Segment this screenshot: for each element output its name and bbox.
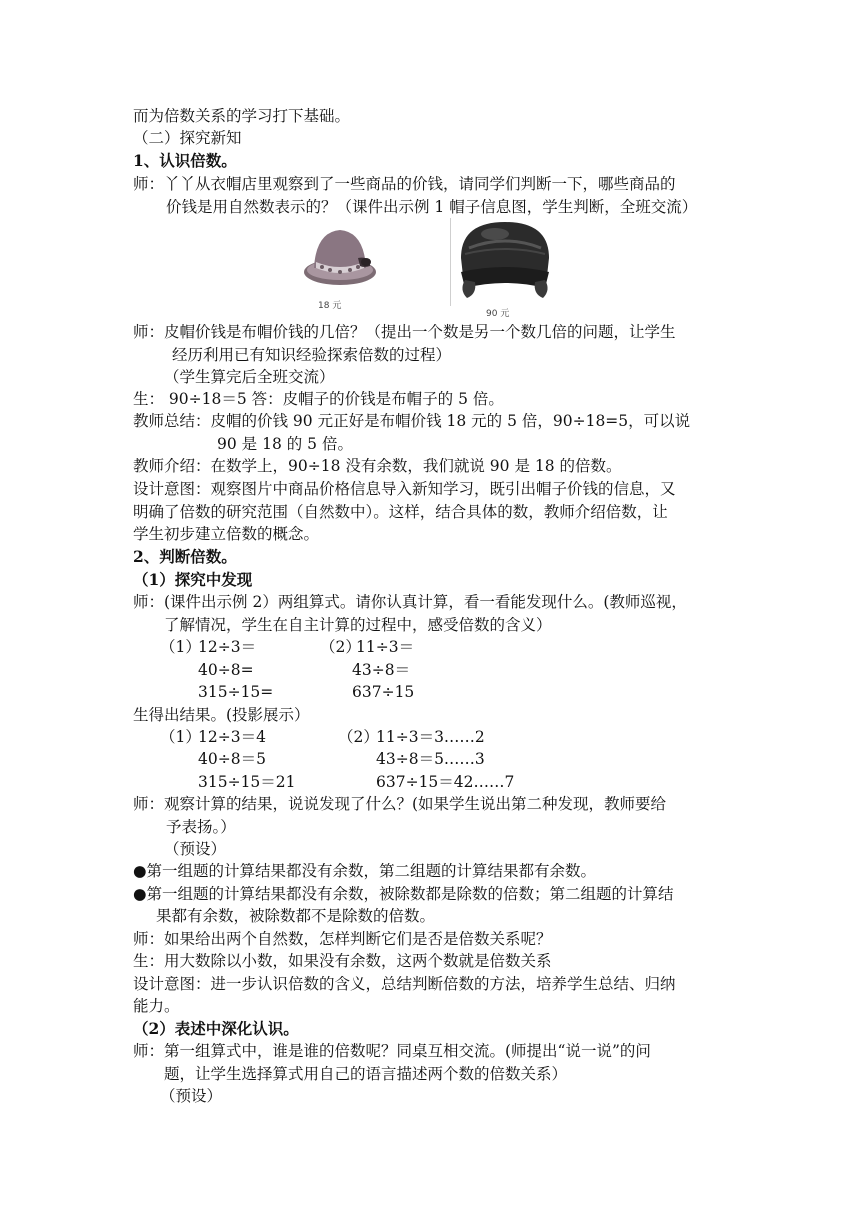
text-line: 设计意图：观察图片中商品价格信息导入新知学习，既引出帽子价钱的信息，又 xyxy=(133,480,676,498)
text-line: （预设） xyxy=(164,840,227,858)
heading-recognize-multiples: 1、认识倍数。 xyxy=(133,151,237,170)
section-heading: （二）探究新知 xyxy=(133,129,242,147)
bullet-item: ●第一组题的计算结果都没有余数，第二组题的计算结果都有余数。 xyxy=(133,862,597,880)
group1-label: （1） xyxy=(160,728,201,746)
equation: 315÷15= xyxy=(198,683,274,701)
bullet-item: ●第一组题的计算结果都没有余数，被除数都是除数的倍数；第二组题的计算结 xyxy=(133,885,674,903)
text-line: 90 是 18 的 5 倍。 xyxy=(217,435,353,453)
text-line: 师：第一组算式中，谁是谁的倍数呢？同桌互相交流。(师提出“说一说”的问 xyxy=(133,1042,651,1060)
equation: 11÷3＝ xyxy=(356,638,415,656)
text-line: （预设） xyxy=(160,1087,223,1105)
equation-result: 40÷8＝5 xyxy=(198,750,266,768)
equation: 12÷3＝ xyxy=(198,638,257,656)
text-line: 果都有余数，被除数都不是除数的倍数。 xyxy=(156,907,436,925)
text-line: 明确了倍数的研究范围（自然数中）。这样，结合具体的数，教师介绍倍数，让 xyxy=(133,503,668,521)
text-line: 师：皮帽价钱是布帽价钱的几倍？（提出一个数是另一个数几倍的问题，让学生 xyxy=(133,323,676,341)
text-line: 题，让学生选择算式用自己的语言描述两个数的倍数关系） xyxy=(164,1065,568,1083)
cloth-hat-image xyxy=(300,222,378,294)
text-line: 师：(课件出示例 2）两组算式。请你认真计算，看一看能发现什么。(教师巡视， xyxy=(133,593,687,611)
text-line: 师：观察计算的结果，说说发现了什么？(如果学生说出第二种发现，教师要给 xyxy=(133,795,667,813)
text-line: 教师介绍：在数学上，90÷18 没有余数，我们就说 90 是 18 的倍数。 xyxy=(133,457,622,475)
fur-hat-price-caption: 90 元 xyxy=(486,309,510,319)
group2-label: （2） xyxy=(338,728,379,746)
text-line: 设计意图：进一步认识倍数的含义，总结判断倍数的方法，培养学生总结、归纳 xyxy=(133,975,676,993)
text-line: 经历利用已有知识经验探索倍数的过程） xyxy=(172,346,452,364)
equation-result: 11÷3＝3……2 xyxy=(376,728,485,746)
text-line: 师：丫丫从衣帽店里观察到了一些商品的价钱，请同学们判断一下，哪些商品的 xyxy=(133,175,676,193)
subheading-explore: （1）探究中发现 xyxy=(133,570,253,589)
equation: 43÷8＝ xyxy=(352,661,411,679)
text-line: 教师总结：皮帽的价钱 90 元正好是布帽价钱 18 元的 5 倍，90÷18=5，可以说 xyxy=(133,412,691,430)
text-line: 师：如果给出两个自然数，怎样判断它们是否是倍数关系呢？ xyxy=(133,930,552,948)
equation-result: 43÷8＝5……3 xyxy=(376,750,485,768)
text-line: 而为倍数关系的学习打下基础。 xyxy=(133,107,351,125)
text-line: 学生初步建立倍数的概念。 xyxy=(133,525,320,543)
equation: 40÷8= xyxy=(198,661,254,679)
image-divider xyxy=(450,218,451,306)
text-line: 生得出结果。(投影展示） xyxy=(133,706,310,724)
text-line: 了解情况，学生在自主计算的过程中，感受倍数的含义） xyxy=(164,616,552,634)
text-line: 生： 90÷18＝5 答：皮帽子的价钱是布帽子的 5 倍。 xyxy=(133,390,504,408)
cloth-hat-price-caption: 18 元 xyxy=(318,301,342,311)
group2-label: （2） xyxy=(320,638,361,656)
subheading-deepen: （2）表述中深化认识。 xyxy=(133,1019,299,1038)
text-line: 价钱是用自然数表示的？（课件出示例 1 帽子信息图，学生判断，全班交流） xyxy=(166,198,698,216)
equation-result: 12÷3＝4 xyxy=(198,728,266,746)
equation-result: 315÷15＝21 xyxy=(198,773,296,791)
fur-hat-image xyxy=(455,218,555,302)
equation: 637÷15 xyxy=(352,683,415,701)
equation-result: 637÷15＝42……7 xyxy=(376,773,515,791)
text-line: 生：用大数除以小数，如果没有余数，这两个数就是倍数关系 xyxy=(133,952,552,970)
text-line: 能力。 xyxy=(133,997,180,1015)
heading-judge-multiples: 2、判断倍数。 xyxy=(133,547,237,566)
text-line: 予表扬。） xyxy=(166,818,236,836)
group1-label: （1） xyxy=(160,638,201,656)
text-line: （学生算完后全班交流） xyxy=(164,368,335,386)
